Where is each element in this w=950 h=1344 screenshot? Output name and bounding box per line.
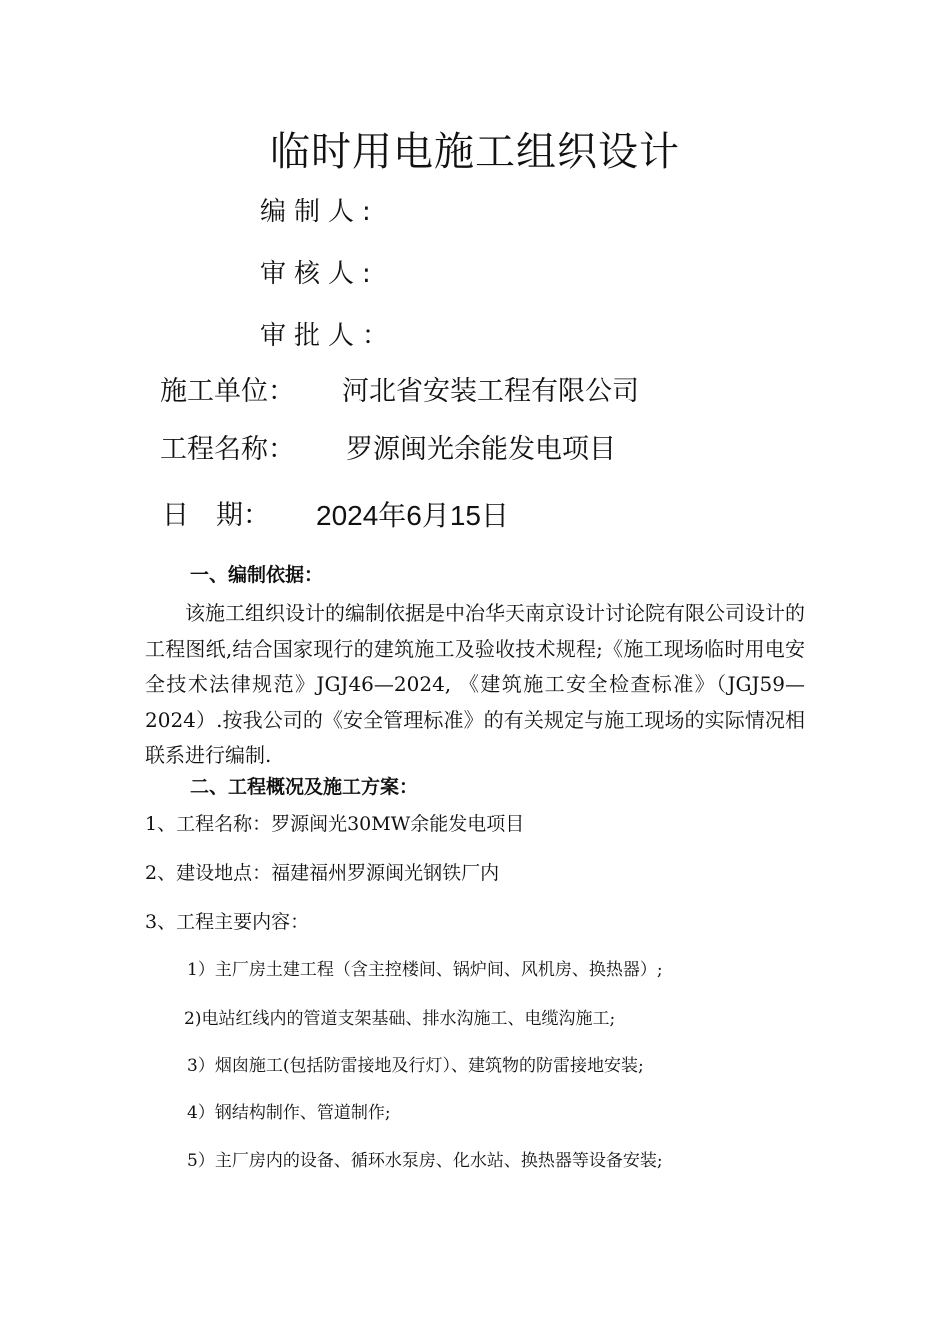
unit-label: 施工单位： bbox=[160, 376, 295, 407]
project-value: 罗源闽光余能发电项目 bbox=[346, 434, 616, 465]
reviewer-label: 审核人: bbox=[260, 259, 379, 289]
section1-body: 该施工组织设计的编制依据是中冶华天南京设计讨论院有限公司设计的工程图纸,结合国家现行的建筑施工及验收技术规程;《施工现场临时用电安全技术法律规范》JGJ46—2024, 《建筑施工安全检查标准》（JGJ59—2024）.按我公司的《安全管理标准》的有关规定与施工现场的实际情况相联系进行编制. bbox=[145, 601, 805, 767]
project-label: 工程名称： bbox=[160, 434, 295, 465]
date-value: 2024年6月15日 bbox=[316, 500, 510, 531]
list-item: 2、建设地点：福建福州罗源闽光钢铁厂内 bbox=[145, 862, 500, 884]
list-item: 3、工程主要内容： bbox=[145, 911, 310, 933]
section1-heading: 一、编制依据： bbox=[190, 564, 324, 586]
date-label: 日 期： bbox=[162, 500, 270, 531]
sub-list-item: 1）主厂房土建工程（含主控楼间、锅炉间、风机房、换热器）; bbox=[187, 960, 663, 980]
approver-label: 审批人： bbox=[260, 321, 397, 351]
unit-value: 河北省安装工程有限公司 bbox=[342, 376, 639, 407]
compiler-label: 编制人: bbox=[260, 197, 379, 227]
list-item: 1、工程名称：罗源闽光30MW余能发电项目 bbox=[145, 813, 525, 835]
document-title: 临时用电施工组织设计 bbox=[270, 129, 680, 175]
sub-list-item: 4）钢结构制作、管道制作; bbox=[187, 1103, 391, 1123]
sub-list-item: 2)电站红线内的管道支架基础、排水沟施工、电缆沟施工; bbox=[184, 1009, 616, 1029]
sub-list-item: 3）烟囱施工(包括防雷接地及行灯）、建筑物的防雷接地安装; bbox=[187, 1056, 644, 1076]
section2-heading: 二、工程概况及施工方案： bbox=[190, 776, 419, 798]
sub-list-item: 5）主厂房内的设备、循环水泵房、化水站、换热器等设备安装; bbox=[187, 1151, 663, 1171]
